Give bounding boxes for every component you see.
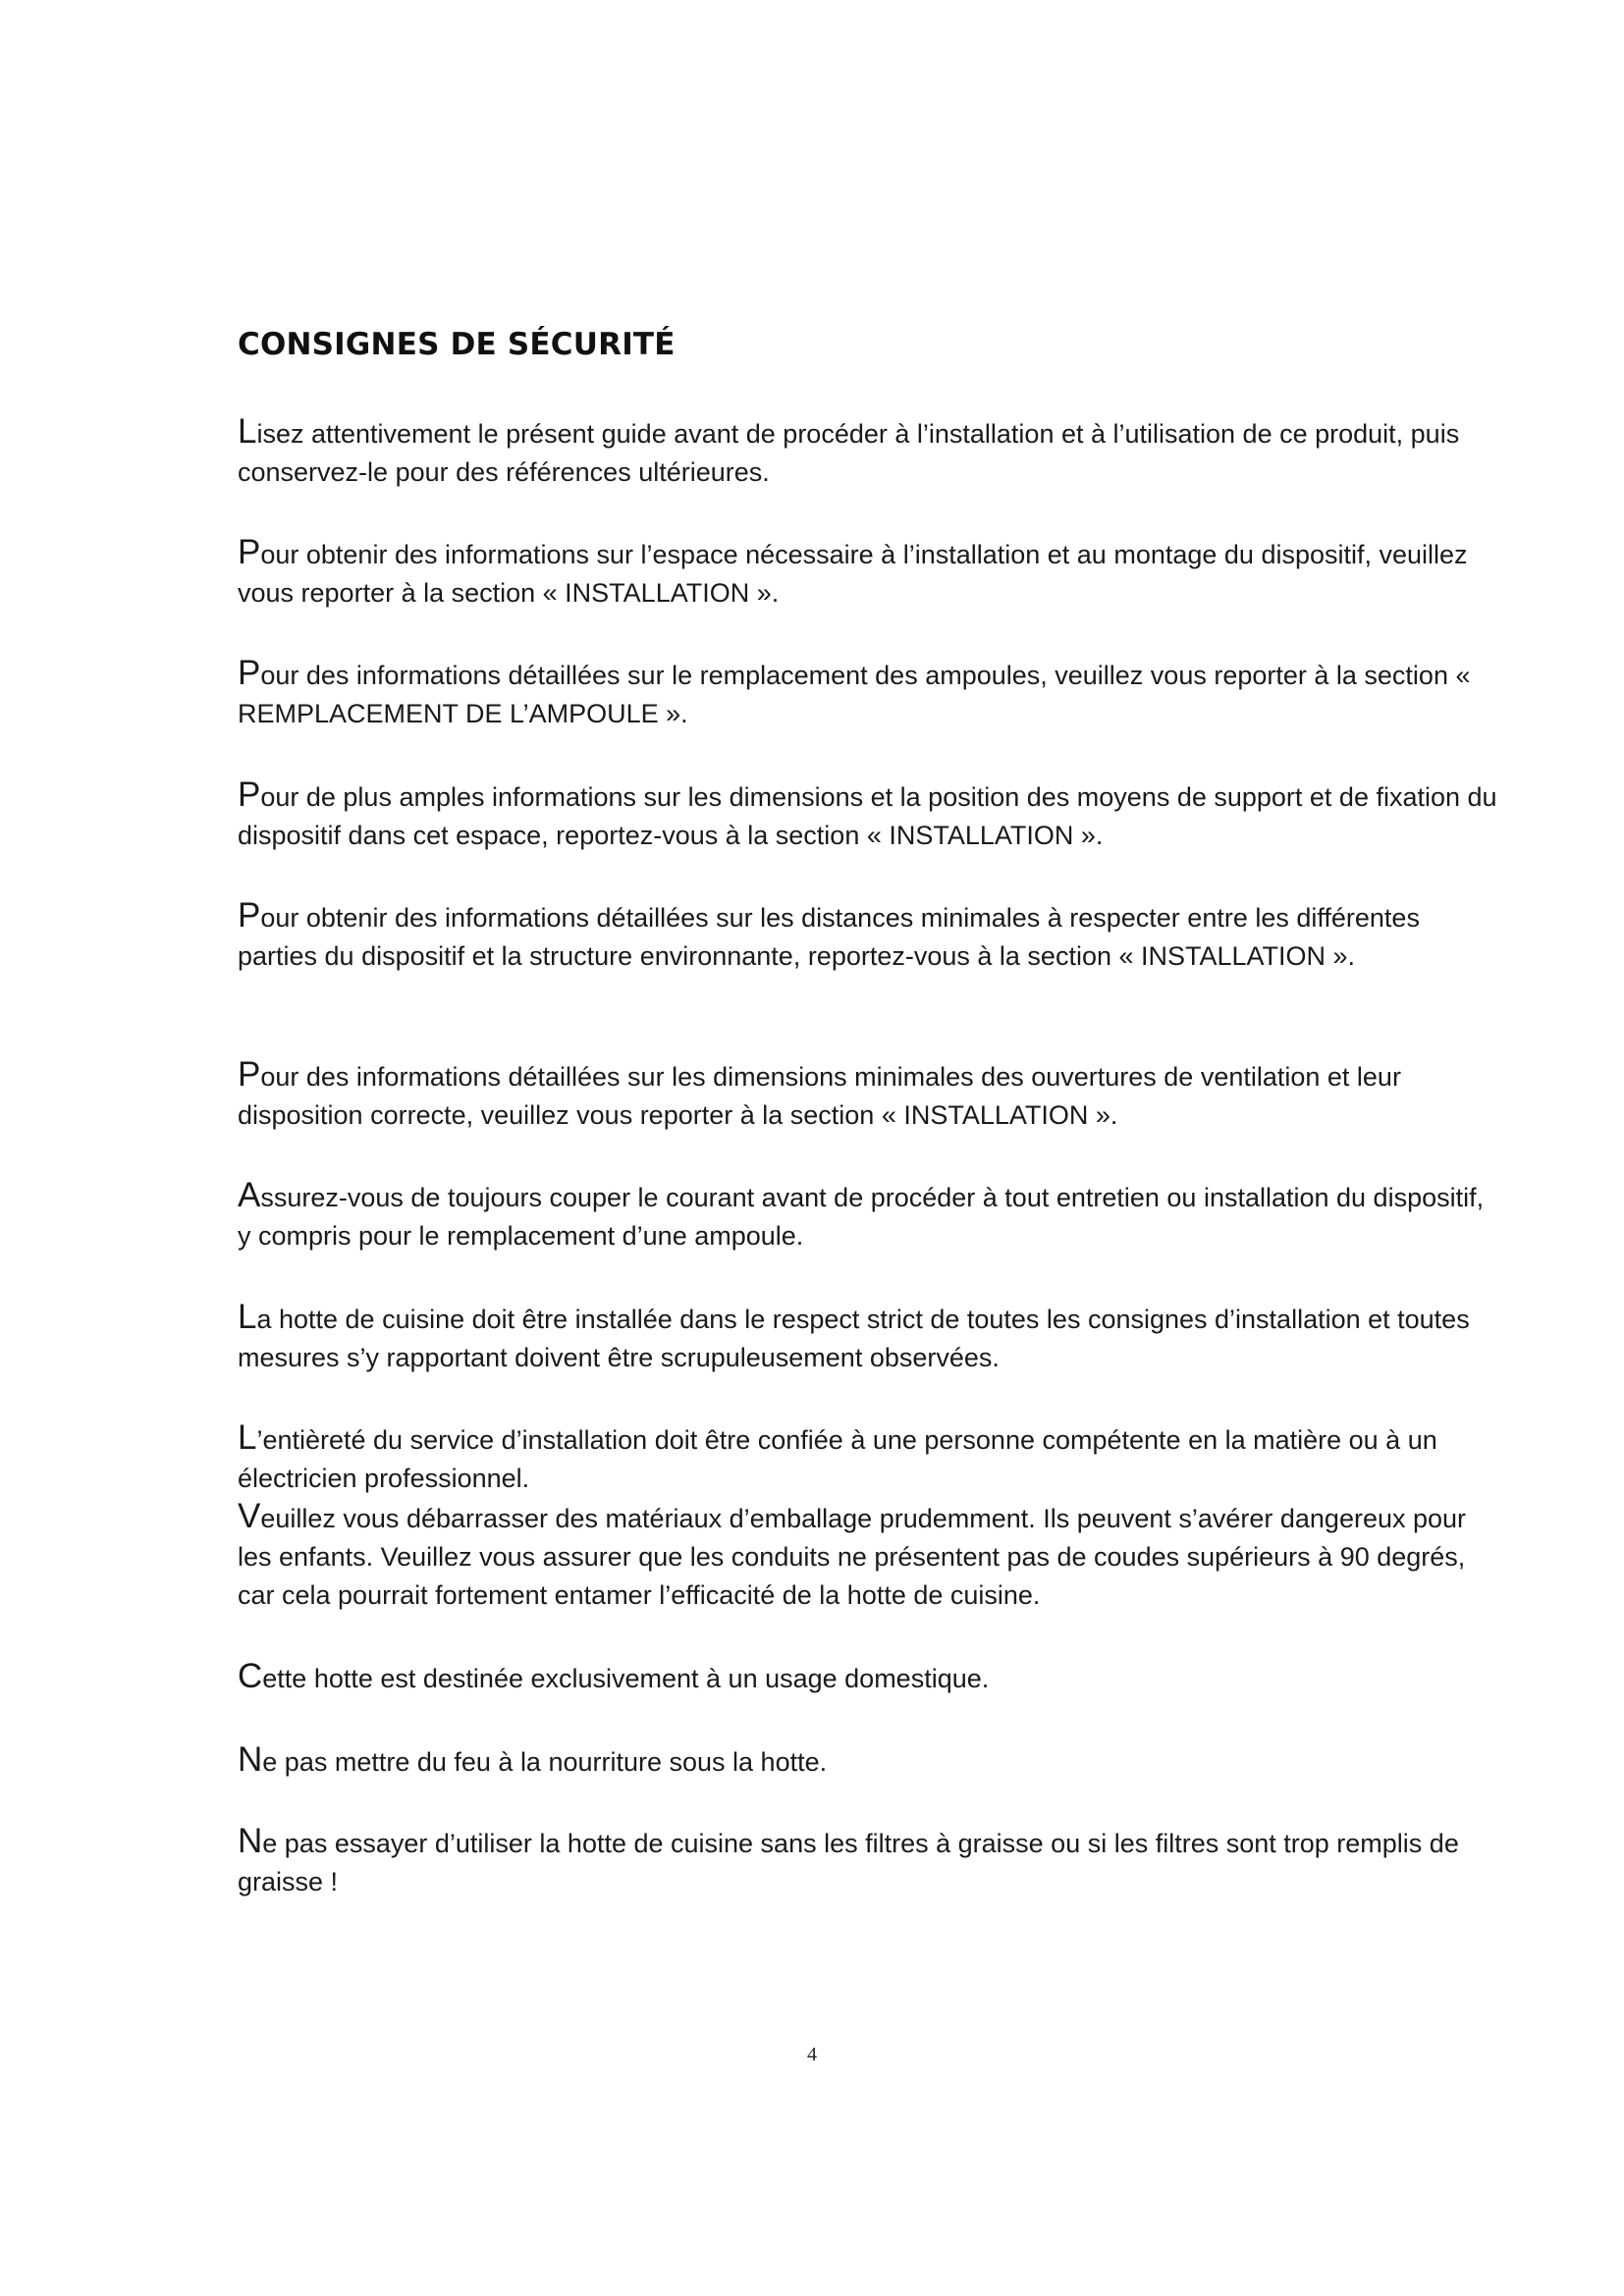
paragraph-initial: N [238,1740,263,1779]
paragraph-text: isez attentivement le présent guide avant de procéder à l’installation et à l’utilisation de ce produit, puis conservez-le pour des références ultérieures. [238,419,1460,487]
paragraph-text: our obtenir des informations détaillées sur les distances minimales à respecter entre les différentes parties du dispositif et la structure environnante, reportez-vous à la section « INSTALLATION ». [238,903,1420,971]
paragraph-text: ette hotte est destinée exclusivement à un usage domestique. [262,1664,990,1693]
paragraph-initial: L [238,1418,257,1457]
paragraph-text: euillez vous débarrasser des matériaux d’emballage prudemment. Ils peuvent s’avérer dangereux pour les enfants. Veuillez vous assurer que les conduits ne présentent pas de coudes supérieurs à 90 degrés, car cela pourrait fortement entamer l’efficacité de la hotte de cuisine. [238,1504,1467,1610]
paragraph-initial: C [238,1657,263,1695]
paragraph-text: our obtenir des informations sur l’espace nécessaire à l’installation et au montage du dispositif, veuillez vous reporter à la section « INSTALLATION ». [238,540,1468,608]
paragraph-text: e pas essayer d’utiliser la hotte de cuisine sans les filtres à graisse ou si les filtres sont trop remplis de graisse ! [238,1829,1459,1896]
paragraph-text: ’entièreté du service d’installation doit être confiée à une personne compétente en la matière ou à un électricien professionnel. [238,1425,1437,1493]
page-number: 4 [807,2044,817,2065]
paragraph-space-info [238,533,1504,613]
paragraph-domestic-use [238,1657,1504,1698]
paragraph-text: our des informations détaillées sur les dimensions minimales des ouvertures de ventilation et leur disposition correcte, veuillez vous reporter à la section « INSTALLATION ». [238,1062,1401,1130]
paragraph-text: ssurez-vous de toujours couper le courant avant de procéder à tout entretien ou installation du dispositif, y compris pour le remplacement d’une ampoule. [238,1183,1485,1251]
paragraph-initial: L [238,1298,257,1336]
paragraph-initial: N [238,1822,263,1860]
paragraph-packaging [238,1497,1504,1615]
paragraph-text: a hotte de cuisine doit être installée dans le respect strict de toutes les consignes d’installation et toutes mesures s’y rapportant doivent être scrupuleusement observées. [238,1305,1470,1372]
paragraph-text: e pas mettre du feu à la nourriture sous la hotte. [262,1747,828,1777]
paragraph-initial: P [238,654,261,692]
paragraph-no-flambe [238,1740,1504,1782]
paragraph-initial: P [238,896,261,934]
page-title: CONSIGNES DE SÉCURITÉ [238,327,676,362]
paragraph-initial: L [238,412,257,451]
paragraph-qualified-person [238,1418,1504,1498]
paragraph-initial: P [238,533,261,571]
paragraph-text: our de plus amples informations sur les dimensions et la position des moyens de support et de fixation du dispositif dans cet espace, reportez-vous à la section « INSTALLATION ». [238,782,1497,850]
paragraph-initial: P [238,1055,261,1094]
paragraph-grease-filters [238,1822,1504,1901]
paragraph-ventilation [238,1055,1504,1135]
paragraph-read-guide [238,412,1504,492]
paragraph-initial: A [238,1176,261,1214]
paragraph-bulb-replacement [238,654,1504,733]
paragraph-installation-rules [238,1298,1504,1377]
paragraph-initial: V [238,1497,261,1535]
paragraph-text: our des informations détaillées sur le remplacement des ampoules, veuillez vous reporter à la section « REMPLACEMENT DE L’AMPOULE ». [238,661,1471,728]
paragraph-support-fixation [238,775,1504,855]
paragraph-initial: P [238,775,261,814]
paragraph-minimum-distances [238,896,1504,976]
paragraph-power-off [238,1176,1504,1255]
